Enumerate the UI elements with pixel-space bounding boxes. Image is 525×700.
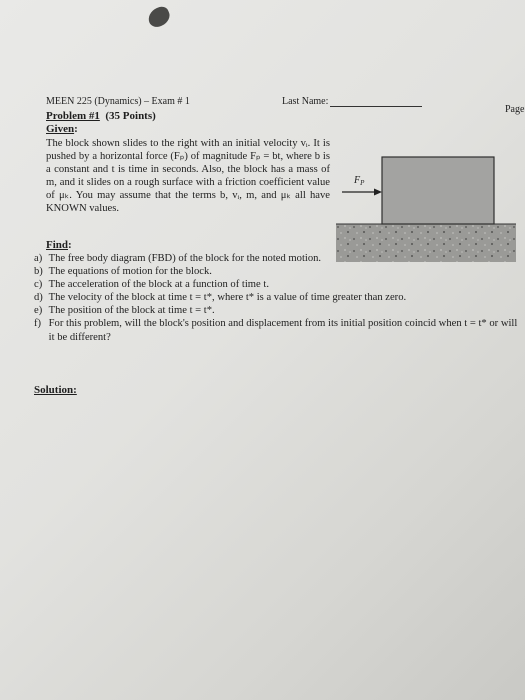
arrow-head-icon bbox=[374, 189, 382, 196]
block bbox=[382, 157, 494, 224]
find-item-text: The free body diagram (FBD) of the block for the noted motion. bbox=[48, 253, 322, 264]
find-heading: Find: bbox=[46, 239, 72, 251]
find-item bbox=[34, 304, 524, 317]
find-item bbox=[34, 278, 524, 291]
block-diagram bbox=[336, 152, 516, 264]
given-text: The block shown slides to the right with an initial velocity vᵢ. It is pushed by a horizontal force (Fₚ) of magnitude Fₚ = bt, where b is a constant and t is time in seconds. Also, the block has a mass of m, and it slides on a rough surface with a friction coefficient value of μₖ. You may assume that the terms b, vᵢ, m, and μₖ all have KNOWN values. bbox=[46, 138, 330, 215]
find-item-text: For this problem, will the block's position and displacement from its initial position coincid when t = t* or will it be different? bbox=[48, 318, 518, 343]
find-item-letter: b) bbox=[34, 266, 43, 278]
find-list bbox=[34, 252, 524, 344]
given-heading: Given: bbox=[46, 123, 78, 135]
ink-blot bbox=[145, 4, 173, 30]
problem-label: Problem #1 bbox=[46, 110, 100, 122]
solution-heading: Solution: bbox=[34, 384, 77, 396]
find-item-letter: e) bbox=[34, 305, 43, 317]
find-item bbox=[34, 317, 524, 343]
find-item-text: The equations of motion for the block. bbox=[48, 266, 212, 278]
find-item-letter: a) bbox=[34, 253, 43, 264]
find-label: Find bbox=[46, 239, 69, 251]
force-label: $F_P$ bbox=[354, 175, 365, 187]
page-label: Page bbox=[505, 104, 525, 115]
find-item-text: The position of the block at time t = t*. bbox=[48, 305, 215, 317]
problem-points: (35 Points) bbox=[105, 110, 156, 122]
problem-heading bbox=[46, 110, 156, 122]
given-label: Given bbox=[46, 123, 75, 135]
exam-header: MEEN 225 (Dynamics) – Exam # 1 bbox=[46, 96, 190, 107]
find-item-letter: d) bbox=[34, 292, 43, 304]
find-item bbox=[34, 291, 524, 304]
find-item bbox=[34, 252, 524, 265]
find-item-letter: c) bbox=[34, 279, 43, 291]
last-name-field bbox=[282, 96, 422, 107]
last-name-line bbox=[330, 106, 422, 107]
last-name-label: Last Name: bbox=[282, 96, 329, 107]
find-item-text: The velocity of the block at time t = t*, where t* is a value of time greater than zero. bbox=[48, 292, 407, 304]
find-item bbox=[34, 265, 524, 278]
find-item-letter: f) bbox=[34, 318, 42, 330]
find-item-text: The acceleration of the block at a function of time t. bbox=[48, 279, 269, 291]
